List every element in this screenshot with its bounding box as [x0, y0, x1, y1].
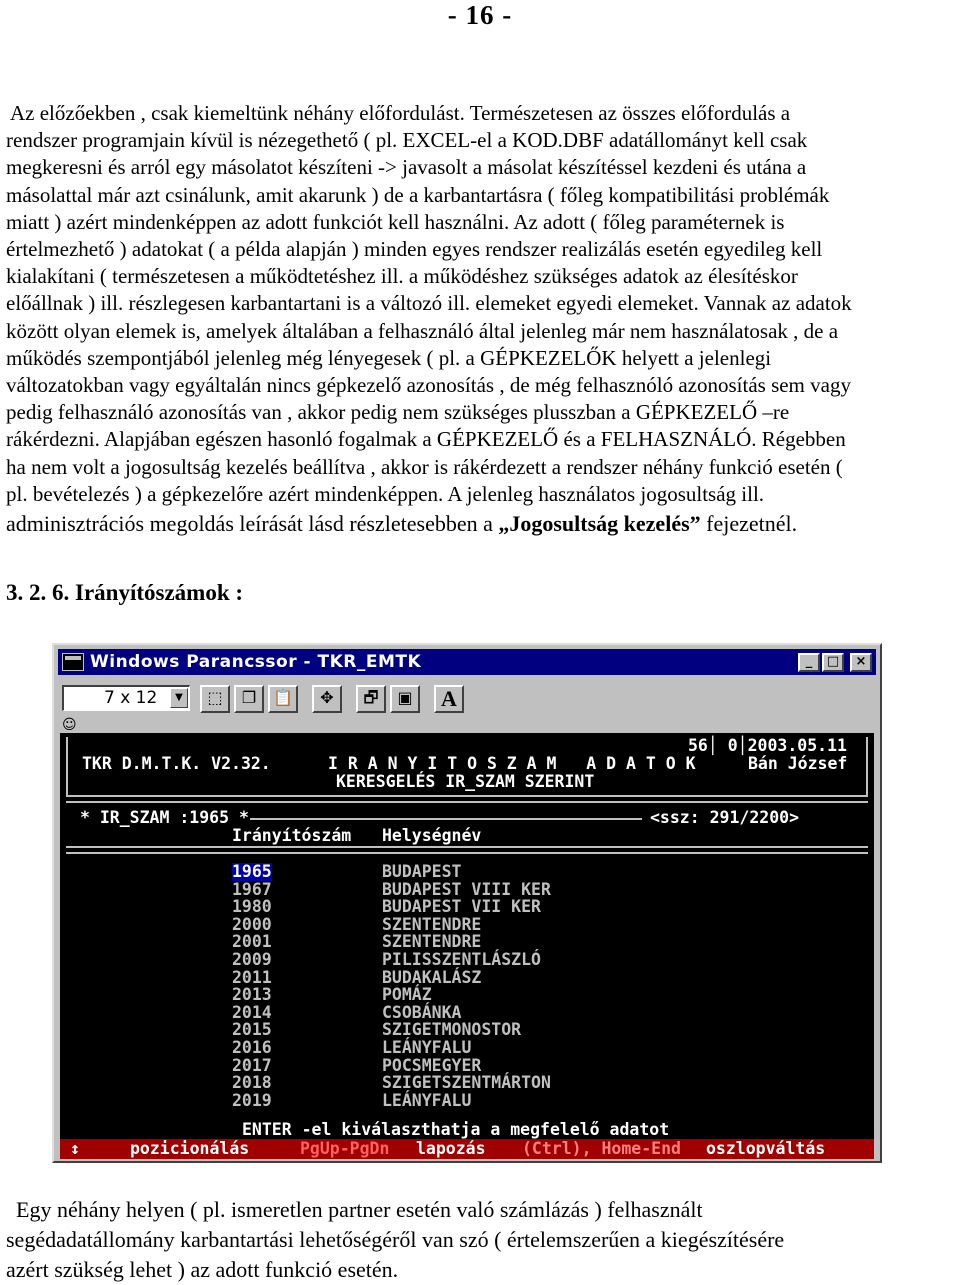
- place-name-cell[interactable]: BUDAKALÁSZ: [382, 967, 482, 987]
- divider: [66, 795, 868, 803]
- paragraph-line: előállnak ) ill. részlegesen karbantartani is a változó ill. elemeket egyedi elemeket. Vannak az adatok: [6, 291, 852, 316]
- window-title: Windows Parancssor - TKR_EMTK: [90, 652, 422, 672]
- background-icon[interactable]: ▣: [390, 685, 420, 713]
- page-number: - 16 -: [447, 0, 513, 30]
- place-name-cell[interactable]: SZENTENDRE: [382, 932, 482, 952]
- paragraph-line: azért szükség lehet ) az adott funkció esetén.: [6, 1257, 399, 1282]
- zip-code-cell[interactable]: 2000: [232, 914, 272, 934]
- paragraph-line: miatt ) azért mindenképpen az adott funkciót kell használni. Az adott ( főleg paraméternek is: [6, 209, 785, 234]
- console-window: [52, 643, 882, 1163]
- footer-bar: [60, 1139, 874, 1159]
- header-subtitle: KERESGELÉS IR_SZAM SZERINT: [336, 772, 595, 791]
- close-button[interactable]: ×: [850, 653, 872, 672]
- record-counter: <ssz: 291/2200>: [650, 808, 800, 827]
- fullscreen-icon[interactable]: ✥: [312, 685, 342, 713]
- header-title: I R A N Y I T O S Z A M A D A T O K: [328, 754, 696, 773]
- arrow-keys-icon: ↕: [70, 1139, 80, 1158]
- font-size-select[interactable]: [62, 685, 190, 711]
- maximize-button[interactable]: □: [822, 653, 844, 672]
- place-name-cell[interactable]: CSOBÁNKA: [382, 1002, 462, 1022]
- zip-code-cell[interactable]: 1980: [232, 897, 272, 917]
- footer-pgup-pgdn: PgUp-PgDn: [300, 1139, 390, 1158]
- paragraph-line: Az előzőekben , csak kiemeltünk néhány előfordulást. Természetesen az összes előfordulás a: [10, 101, 791, 125]
- zip-code-cell[interactable]: 2014: [232, 1002, 272, 1022]
- paste-icon[interactable]: 📋: [268, 685, 298, 713]
- header-app-name: TKR D.M.T.K. V2.32.: [82, 754, 271, 773]
- mark-icon[interactable]: ⬚: [200, 685, 230, 713]
- title-bar[interactable]: [58, 649, 876, 675]
- footer-positioning: pozicionálás: [130, 1139, 250, 1158]
- frame-border: [866, 737, 868, 795]
- zip-code-cell[interactable]: 2019: [232, 1090, 272, 1110]
- paragraph-line: ha nem volt a jogosultság kezelés beállítva , akkor is rákérdezett a rendszer néhány funkció esetén (: [6, 454, 843, 479]
- frame-border: [66, 737, 68, 795]
- paragraph-line: megkeresni és arról egy másolatot készíteni -> javasolt a másolat készítéssel kezdeni és utána a: [6, 155, 807, 180]
- zip-code-cell[interactable]: 1965: [232, 862, 272, 881]
- footer-paging: lapozás: [416, 1139, 486, 1158]
- zip-code-cell[interactable]: 2018: [232, 1073, 272, 1093]
- place-name-cell[interactable]: LEÁNYFALU: [382, 1090, 472, 1110]
- zip-code-cell[interactable]: 2016: [232, 1038, 272, 1057]
- zip-code-cell[interactable]: 2017: [232, 1055, 272, 1075]
- text-run: fejezetnél.: [700, 511, 798, 537]
- paragraph-line: Egy néhány helyen ( pl. ismeretlen partner esetén való számlázás ) felhasznált: [16, 1197, 703, 1222]
- zip-code-cell[interactable]: 2009: [232, 950, 272, 969]
- place-name-cell[interactable]: POMÁZ: [382, 985, 432, 1005]
- chapter-reference: „Jogosultság kezelés”: [498, 511, 701, 537]
- console-screen: [60, 733, 874, 1159]
- divider: [250, 818, 642, 820]
- place-name-cell[interactable]: SZIGETSZENTMÁRTON: [382, 1073, 551, 1093]
- font-size-value: 7 x 12: [104, 688, 158, 708]
- paragraph-line: között olyan elemek is, amelyek általában a felhasználó által jelenleg már nem használatosak , de a: [6, 318, 839, 343]
- place-name-cell[interactable]: SZIGETMONOSTOR: [382, 1020, 522, 1040]
- toolbar: [60, 683, 874, 715]
- font-icon[interactable]: A: [434, 685, 464, 713]
- text-run: adminisztrációs megoldás leírását lásd részletesebben a: [6, 511, 499, 537]
- paragraph-line: pedig felhasználó azonosítás van , akkor pedig nem szükséges plusszban a GÉPKEZELŐ –re: [6, 400, 790, 425]
- place-name-cell[interactable]: LEÁNYFALU: [382, 1038, 472, 1057]
- zip-code-cell[interactable]: 2011: [232, 967, 272, 987]
- place-name-cell[interactable]: BUDAPEST VIII KER: [382, 879, 551, 899]
- paragraph-line: segédadatállomány karbantartási lehetőségéről van szó ( értelemszerűen a kiegészítésére: [6, 1227, 785, 1252]
- column-header-place: Helységnév: [382, 826, 482, 845]
- console-icon[interactable]: [62, 653, 84, 671]
- paragraph-line: rákérdezni. Alapjában egészen hasonló fogalmak a GÉPKEZELŐ és a FELHASZNÁLÓ. Régebben: [6, 427, 846, 452]
- enter-hint: ENTER -el kiválaszthatja a megfelelő adatot: [242, 1120, 670, 1139]
- footer-ctrl-home-end: (Ctrl), Home-End: [522, 1139, 681, 1158]
- place-name-cell[interactable]: POCSMEGYER: [382, 1055, 482, 1075]
- paragraph-line: változatokban vagy egyáltalán nincs gépkezelő azonosítás , de még felhasznóló azonosítás sem vagy: [6, 373, 851, 398]
- header-counters: 56│ 0│2003.05.11: [688, 736, 847, 755]
- place-name-cell[interactable]: PILISSZENTLÁSZLÓ: [382, 950, 541, 969]
- zip-code-cell[interactable]: 2015: [232, 1020, 272, 1040]
- paragraph-line: értelmezhető ) adatokat ( a példa alapján ) minden egyes rendszer realizálás esetén egyedileg kell: [6, 237, 823, 262]
- footer-column-switch: oszlopváltás: [706, 1139, 826, 1158]
- chevron-down-icon[interactable]: ▼: [170, 688, 188, 708]
- divider: [66, 846, 868, 854]
- zip-code-cell[interactable]: 2013: [232, 985, 272, 1005]
- zip-code-cell[interactable]: 2001: [232, 932, 272, 952]
- paragraph-line: másolattal már azt csinálunk, amit akarunk ) de a karbantartásra ( főleg kompatibilitási problémák: [6, 182, 830, 207]
- resize-icon: ☺: [62, 717, 77, 733]
- section-heading: 3. 2. 6. Irányítószámok :: [6, 580, 244, 605]
- paragraph-line: pl. bevételezés ) a gépkezelőre azért mindenképpen. A jelenleg használatos jogosultság ill.: [6, 481, 765, 506]
- search-filter: * IR_SZAM :1965 *: [80, 808, 249, 827]
- paragraph-line: rendszer programjain kívül is nézegethető ( pl. EXCEL-el a KOD.DBF adatállományt kell csak: [6, 128, 808, 153]
- properties-icon[interactable]: 🗗: [356, 685, 386, 713]
- place-name-cell[interactable]: BUDAPEST: [382, 862, 462, 881]
- paragraph-closing: [6, 1195, 958, 1285]
- paragraph-last-line: [6, 508, 958, 540]
- paragraph-intro: [6, 100, 958, 540]
- header-user: Bán József: [748, 754, 848, 773]
- place-name-cell[interactable]: SZENTENDRE: [382, 914, 482, 934]
- paragraph-line: kialakítani ( természetesen a működtetéshez ill. a működéshez szükséges adatok az élesítéskor: [6, 264, 798, 289]
- minimize-button[interactable]: _: [798, 653, 820, 672]
- column-header-zip: Irányítószám: [232, 826, 352, 845]
- place-name-cell[interactable]: BUDAPEST VII KER: [382, 897, 541, 917]
- zip-code-cell[interactable]: 1967: [232, 879, 272, 899]
- paragraph-line: működés szempontjából jelenleg még lényegesek ( pl. a GÉPKEZELŐK helyett a jelenlegi: [6, 345, 772, 370]
- copy-icon[interactable]: ❐: [234, 685, 264, 713]
